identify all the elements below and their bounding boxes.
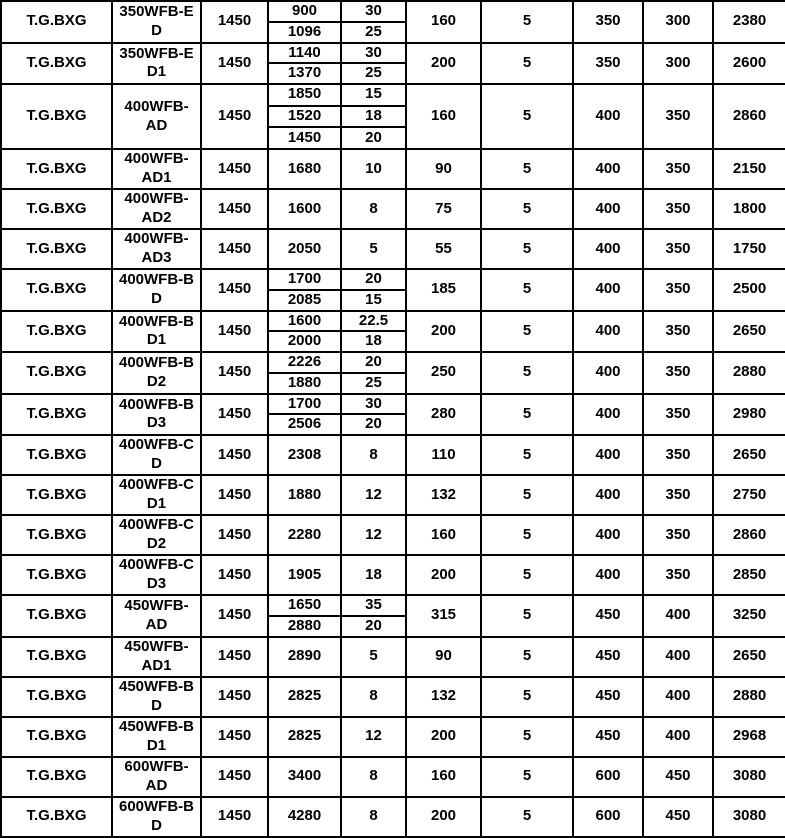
model-line: D1 [146,63,167,81]
cell-flow: 1700 [268,394,341,415]
cell-size1: 400 [573,229,643,269]
cell-size1: 400 [573,149,643,189]
cell-size1: 400 [573,84,643,149]
cell-head: 20 [341,414,406,435]
cell-weight: 2980 [713,394,785,436]
cell-value5: 5 [481,394,573,436]
cell-brand: T.G.BXG [1,515,112,555]
cell-weight: 3080 [713,797,785,837]
model-line: 450WFB- [124,597,189,615]
cell-model [112,717,201,757]
cell-flow: 1600 [268,311,341,332]
cell-flow: 2890 [268,637,341,677]
table-row [1,797,785,837]
cell-speed: 1450 [201,189,268,229]
cell-size2: 450 [643,757,713,797]
cell-flow: 1700 [268,269,341,290]
cell-size1: 400 [573,352,643,394]
cell-head: 15 [341,290,406,311]
table-row [1,717,785,757]
cell-value5: 5 [481,757,573,797]
cell-size1: 600 [573,757,643,797]
cell-brand: T.G.BXG [1,149,112,189]
cell-size2: 400 [643,677,713,717]
cell-speed: 1450 [201,269,268,311]
table-row [1,394,785,415]
cell-brand: T.G.BXG [1,1,112,43]
cell-model [112,229,201,269]
cell-power: 200 [406,555,481,595]
model-line: 450WFB-B [118,717,194,735]
model-line: 400WFB- [124,190,189,208]
cell-size2: 350 [643,189,713,229]
cell-size2: 350 [643,311,713,353]
cell-flow: 1650 [268,595,341,616]
cell-head: 25 [341,373,406,394]
cell-power: 90 [406,149,481,189]
cell-model [112,311,201,353]
cell-speed: 1450 [201,677,268,717]
cell-brand: T.G.BXG [1,717,112,757]
model-line: 400WFB- [124,150,189,168]
cell-weight: 2380 [713,1,785,43]
cell-speed: 1450 [201,717,268,757]
cell-brand: T.G.BXG [1,757,112,797]
cell-brand: T.G.BXG [1,637,112,677]
cell-size2: 350 [643,475,713,515]
cell-head: 12 [341,515,406,555]
table-row [1,189,785,229]
cell-power: 55 [406,229,481,269]
model-line: 400WFB-B [118,312,194,330]
cell-weight: 2650 [713,435,785,475]
cell-speed: 1450 [201,394,268,436]
cell-model [112,84,201,149]
cell-weight: 3250 [713,595,785,637]
cell-weight: 3080 [713,757,785,797]
cell-flow: 2226 [268,352,341,373]
cell-head: 25 [341,63,406,84]
cell-value5: 5 [481,717,573,757]
cell-head: 12 [341,475,406,515]
model-line: AD1 [141,656,172,674]
table-row [1,1,785,22]
cell-power: 200 [406,797,481,837]
cell-size2: 350 [643,229,713,269]
cell-model [112,475,201,515]
cell-value5: 5 [481,637,573,677]
cell-value5: 5 [481,475,573,515]
cell-size2: 350 [643,515,713,555]
table-row [1,757,785,797]
model-line: 450WFB-B [118,677,194,695]
cell-power: 110 [406,435,481,475]
cell-weight: 2880 [713,677,785,717]
cell-model [112,555,201,595]
cell-head: 12 [341,717,406,757]
model-line: 600WFB-B [118,797,194,815]
cell-flow: 1370 [268,63,341,84]
model-line: 400WFB-B [118,271,194,289]
cell-model [112,677,201,717]
cell-power: 280 [406,394,481,436]
table-row [1,595,785,616]
cell-size1: 450 [573,637,643,677]
cell-weight: 1750 [713,229,785,269]
cell-size1: 400 [573,555,643,595]
cell-size1: 450 [573,595,643,637]
cell-model [112,637,201,677]
cell-head: 20 [341,127,406,149]
cell-value5: 5 [481,555,573,595]
cell-model [112,352,201,394]
cell-speed: 1450 [201,757,268,797]
model-line: AD [145,615,168,633]
cell-head: 18 [341,331,406,352]
cell-weight: 2500 [713,269,785,311]
model-line: 400WFB- [124,230,189,248]
cell-head: 8 [341,757,406,797]
cell-value5: 5 [481,269,573,311]
cell-size1: 400 [573,515,643,555]
cell-model [112,43,201,85]
cell-speed: 1450 [201,637,268,677]
cell-flow: 1140 [268,43,341,64]
cell-size1: 400 [573,189,643,229]
model-line: 400WFB-B [118,395,194,413]
model-line: 400WFB-C [118,436,194,454]
cell-flow: 1850 [268,84,341,106]
cell-weight: 1800 [713,189,785,229]
cell-flow: 2000 [268,331,341,352]
cell-head: 8 [341,677,406,717]
table-body [1,1,785,837]
cell-head: 35 [341,595,406,616]
cell-value5: 5 [481,435,573,475]
cell-flow: 2506 [268,414,341,435]
model-line: D3 [146,575,167,593]
cell-speed: 1450 [201,229,268,269]
cell-weight: 2968 [713,717,785,757]
cell-head: 22.5 [341,311,406,332]
cell-power: 160 [406,84,481,149]
model-line: AD [145,116,168,134]
cell-model [112,797,201,837]
cell-power: 160 [406,1,481,43]
model-line: AD2 [141,209,172,227]
cell-model [112,189,201,229]
cell-speed: 1450 [201,475,268,515]
cell-head: 18 [341,555,406,595]
table-row [1,269,785,290]
model-line: D [151,21,162,39]
cell-head: 20 [341,352,406,373]
cell-speed: 1450 [201,352,268,394]
table-row [1,555,785,595]
cell-head: 25 [341,22,406,43]
cell-speed: 1450 [201,797,268,837]
cell-flow: 2280 [268,515,341,555]
table-row [1,311,785,332]
cell-flow: 2308 [268,435,341,475]
table-row [1,149,785,189]
cell-head: 5 [341,229,406,269]
cell-head: 30 [341,394,406,415]
cell-brand: T.G.BXG [1,352,112,394]
cell-weight: 2650 [713,311,785,353]
cell-flow: 1880 [268,475,341,515]
cell-head: 5 [341,637,406,677]
cell-flow: 2825 [268,717,341,757]
cell-flow: 2050 [268,229,341,269]
model-line: D1 [146,736,167,754]
cell-size1: 350 [573,1,643,43]
cell-size2: 300 [643,1,713,43]
cell-power: 200 [406,311,481,353]
model-line: 350WFB-E [119,44,194,62]
model-line: D1 [146,331,167,349]
cell-head: 20 [341,616,406,637]
cell-speed: 1450 [201,311,268,353]
model-line: D [151,455,162,473]
cell-speed: 1450 [201,84,268,149]
model-line: AD [145,776,168,794]
cell-power: 132 [406,677,481,717]
cell-value5: 5 [481,677,573,717]
cell-speed: 1450 [201,1,268,43]
cell-value5: 5 [481,149,573,189]
cell-weight: 2860 [713,84,785,149]
cell-value5: 5 [481,515,573,555]
cell-value5: 5 [481,1,573,43]
cell-head: 10 [341,149,406,189]
cell-speed: 1450 [201,515,268,555]
cell-value5: 5 [481,229,573,269]
model-line: 400WFB-B [118,354,194,372]
cell-brand: T.G.BXG [1,394,112,436]
cell-size1: 350 [573,43,643,85]
model-line: D2 [146,535,167,553]
cell-power: 160 [406,515,481,555]
cell-head: 15 [341,84,406,106]
model-line: 400WFB-C [118,516,194,534]
cell-model [112,595,201,637]
cell-size1: 450 [573,677,643,717]
cell-size2: 350 [643,84,713,149]
cell-size2: 400 [643,637,713,677]
cell-size2: 400 [643,595,713,637]
cell-size1: 400 [573,269,643,311]
cell-value5: 5 [481,797,573,837]
cell-value5: 5 [481,311,573,353]
cell-head: 30 [341,1,406,22]
cell-head: 20 [341,269,406,290]
cell-size1: 400 [573,475,643,515]
cell-head: 30 [341,43,406,64]
cell-size1: 600 [573,797,643,837]
model-line: D3 [146,414,167,432]
model-line: 350WFB-E [119,3,194,20]
cell-weight: 2860 [713,515,785,555]
model-line: 400WFB- [124,97,189,115]
cell-value5: 5 [481,595,573,637]
table-row [1,84,785,106]
cell-size2: 350 [643,394,713,436]
cell-flow: 900 [268,1,341,22]
cell-head: 8 [341,189,406,229]
model-line: 400WFB-C [118,476,194,494]
cell-size2: 300 [643,43,713,85]
model-line: 450WFB- [124,637,189,655]
cell-brand: T.G.BXG [1,475,112,515]
cell-head: 8 [341,797,406,837]
cell-flow: 2085 [268,290,341,311]
cell-size2: 350 [643,555,713,595]
cell-power: 132 [406,475,481,515]
cell-model [112,515,201,555]
table-row [1,637,785,677]
cell-size2: 350 [643,149,713,189]
cell-brand: T.G.BXG [1,797,112,837]
cell-power: 315 [406,595,481,637]
cell-flow: 1450 [268,127,341,149]
cell-flow: 4280 [268,797,341,837]
cell-power: 200 [406,43,481,85]
cell-size1: 400 [573,311,643,353]
cell-size2: 350 [643,352,713,394]
cell-power: 160 [406,757,481,797]
cell-flow: 1680 [268,149,341,189]
cell-speed: 1450 [201,43,268,85]
cell-model [112,757,201,797]
cell-brand: T.G.BXG [1,84,112,149]
cell-size1: 400 [573,435,643,475]
table-row [1,352,785,373]
cell-size2: 400 [643,717,713,757]
cell-weight: 2600 [713,43,785,85]
cell-head: 18 [341,106,406,128]
cell-size2: 350 [643,269,713,311]
table-row [1,677,785,717]
cell-speed: 1450 [201,435,268,475]
cell-value5: 5 [481,43,573,85]
cell-brand: T.G.BXG [1,595,112,637]
cell-power: 185 [406,269,481,311]
cell-flow: 1880 [268,373,341,394]
model-line: 600WFB- [124,757,189,775]
cell-power: 90 [406,637,481,677]
model-line: AD3 [141,249,172,267]
table-row [1,229,785,269]
cell-size1: 400 [573,394,643,436]
cell-brand: T.G.BXG [1,229,112,269]
cell-brand: T.G.BXG [1,43,112,85]
cell-brand: T.G.BXG [1,311,112,353]
cell-power: 75 [406,189,481,229]
cell-model [112,435,201,475]
cell-size2: 450 [643,797,713,837]
cell-brand: T.G.BXG [1,555,112,595]
cell-brand: T.G.BXG [1,435,112,475]
cell-flow: 1520 [268,106,341,128]
cell-weight: 2850 [713,555,785,595]
cell-flow: 2880 [268,616,341,637]
cell-model [112,269,201,311]
cell-speed: 1450 [201,149,268,189]
model-line: D2 [146,372,167,390]
cell-flow: 2825 [268,677,341,717]
cell-weight: 2150 [713,149,785,189]
table-row [1,435,785,475]
cell-head: 8 [341,435,406,475]
cell-value5: 5 [481,352,573,394]
table-row [1,515,785,555]
cell-value5: 5 [481,189,573,229]
cell-model [112,394,201,436]
cell-model [112,149,201,189]
cell-speed: 1450 [201,595,268,637]
cell-size1: 450 [573,717,643,757]
cell-size2: 350 [643,435,713,475]
model-line: AD1 [141,169,172,187]
cell-flow: 3400 [268,757,341,797]
cell-model [112,1,201,43]
cell-value5: 5 [481,84,573,149]
cell-flow: 1905 [268,555,341,595]
model-line: D1 [146,495,167,513]
cell-weight: 2650 [713,637,785,677]
cell-power: 250 [406,352,481,394]
cell-weight: 2750 [713,475,785,515]
cell-flow: 1096 [268,22,341,43]
cell-flow: 1600 [268,189,341,229]
table-row [1,475,785,515]
model-line: 400WFB-C [118,556,194,574]
cell-power: 200 [406,717,481,757]
cell-brand: T.G.BXG [1,677,112,717]
model-line: D [151,289,162,307]
table-row [1,43,785,64]
cell-weight: 2880 [713,352,785,394]
cell-speed: 1450 [201,555,268,595]
model-line: D [151,696,162,714]
cell-brand: T.G.BXG [1,189,112,229]
model-line: D [151,816,162,834]
cell-brand: T.G.BXG [1,269,112,311]
